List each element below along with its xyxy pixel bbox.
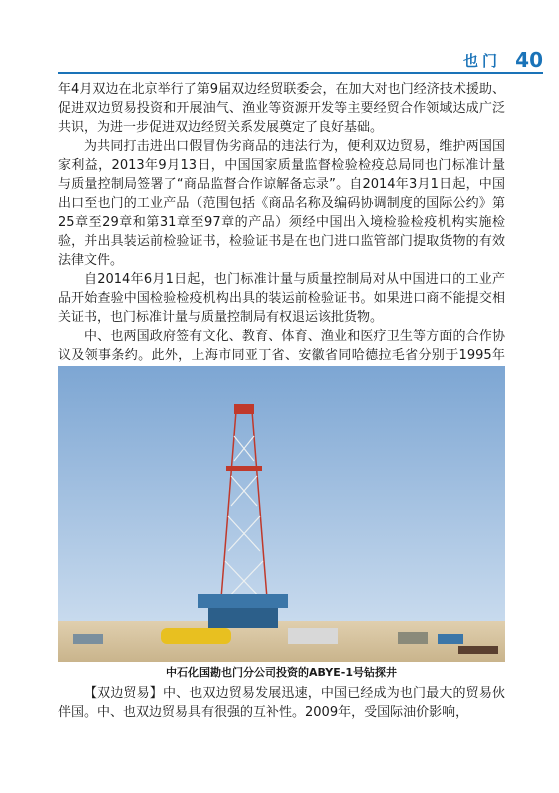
body-text-top [58,80,505,384]
body-text-bottom [58,684,505,722]
running-title: 也门 [462,52,501,70]
photo-caption: 中石化国勘也门分公司投资的ABYE-1号钻探井 [166,666,397,679]
paragraph: 为共同打击进出口假冒伪劣商品的违法行为，便利双边贸易，维护两国国家利益，2013年9月13日，中国国家质量监督检验检疫总局同也门标准计量与质量控制局签署了“商品监督合作谅解备忘录”。自2014年3月1日起，中国出口至也门的工业产品（范围包括《商品名称及编码协调制度的国际公约》第25章至29章和第31章至97章的产品）须经中国出入境检验检疫机构实施检验，并出具装运前检验证书，检验证书是在也门进口监管部门提取货物的有效法律文件。 [58,139,505,268]
paragraph: 中、也两国政府签有文化、教育、体育、渔业和医疗卫生等方面的合作协议及领事条约。此外，上海市同亚丁省、安徽省同哈德拉毛省分别于1995年 [58,329,505,363]
header-rule [58,72,543,74]
drilling-rig-photo [58,366,505,662]
page-number: 40 [515,48,543,72]
paragraph: 【双边贸易】中、也双边贸易发展迅速，中国已经成为也门最大的贸易伙伴国。中、也双边贸易具有很强的互补性。2009年，受国际油价影响， [58,686,505,720]
paragraph: 年4月双边在北京举行了第9届双边经贸联委会，在加大对也门经济技术援助、促进双边贸易投资和开展油气、渔业等资源开发等主要经贸合作领域达成广泛共识，为进一步促进双边经贸关系发展奠定了良好基础。 [58,82,505,135]
page-header [0,40,559,80]
paragraph: 自2014年6月1日起，也门标准计量与质量控制局对从中国进口的工业产品开始查验中国检验检疫机构出具的装运前检验证书。如果进口商不能提交相关证书，也门标准计量与质量控制局有权退运该批货物。 [58,272,505,325]
